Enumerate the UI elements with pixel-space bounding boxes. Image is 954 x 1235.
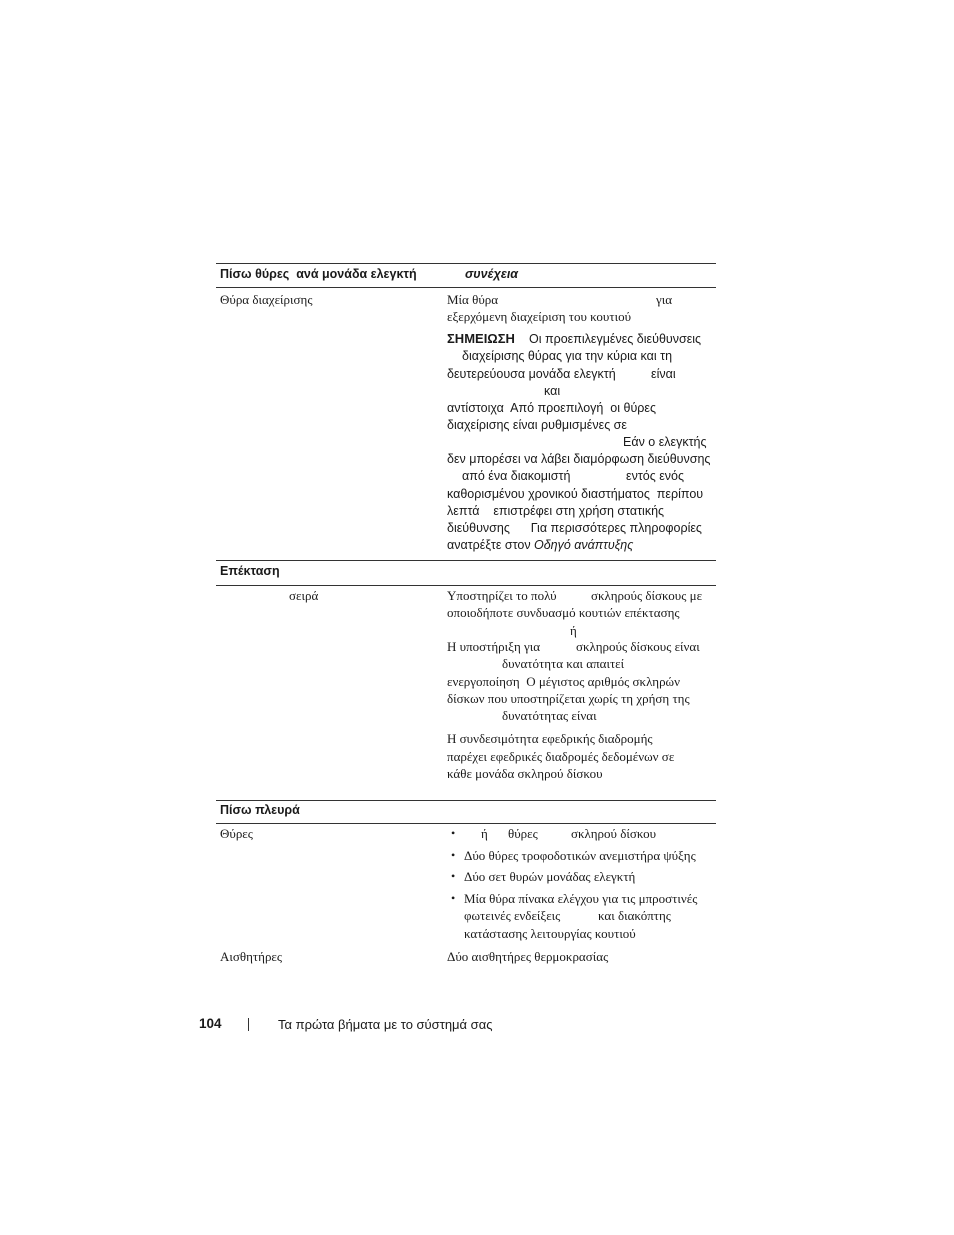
bullet-4-line2b: και διακόπτης [598,908,671,923]
bullet-dot-1: • [451,826,456,840]
expansion-p1-1a: Υποστηρίζει το πολύ [447,588,557,603]
expansion-p1-3: ή [570,623,577,638]
expansion-p1-1b: σκληρούς δίσκους με [591,588,703,603]
bullet-4-line2a: φωτεινές ενδείξεις [464,908,561,923]
back-top-rule [216,800,716,801]
expansion-top-rule [216,560,716,561]
bullet-4-line3: κατάστασης λειτουργίας κουτιού [464,926,636,941]
bullet-4-line1: Μία θύρα πίνακα ελέγχου για τις μπροστινές [464,891,698,906]
footer-separator [248,1018,249,1031]
bullet-3: Δύο σετ θυρών μονάδας ελεγκτή [464,869,636,884]
bullet-dot-3: • [451,869,456,883]
page-number: 104 [199,1016,222,1031]
note-line-11: λεπτά επιστρέφει στη χρήση στατικής [447,504,665,518]
note-line-2: διαχείρισης θύρας για την κύρια και τη [462,349,673,363]
note-line-9b: εντός ενός [626,469,685,483]
note-title: ΣΗΜΕΙΩΣΗ [447,331,515,346]
back-section-title: Πίσω πλευρά [220,803,300,817]
ports-label: Θύρες [220,826,253,841]
expansion-p3-3: κάθε μονάδα σκληρού δίσκου [447,766,603,781]
sensors-label: Αισθητήρες [220,949,283,964]
note-line-3b: είναι [651,367,676,381]
mgmt-port-desc-1a: Μία θύρα [447,292,499,307]
bullet-dot-4: • [451,891,456,905]
table-header-continued: συνέχεια [465,267,519,281]
note-line-5: αντίστοιχα Από προεπιλογή οι θύρες [447,401,657,415]
note-line-4: και [544,384,561,398]
expansion-header-rule [216,585,716,586]
note-line-6: διαχείρισης είναι ρυθμισμένες σε [447,418,627,432]
note-line-12: διεύθυνσης Για περισσότερες πληροφορίες [447,521,702,535]
note-line-10: καθορισμένου χρονικού διαστήματος περίπου [447,487,704,501]
table-top-rule [216,263,716,264]
expansion-p2-2: δυνατότητα και απαιτεί [502,656,625,671]
bullet-dot-2: • [451,848,456,862]
deployment-guide-ref: Οδηγό ανάπτυξης [534,538,634,552]
note-line-13a: ανατρέξτε στον [447,538,535,552]
bullet-1b: θύρες [508,826,538,841]
note-line-9a: από ένα διακομιστή [462,469,571,483]
bullet-1c: σκληρού δίσκου [571,826,657,841]
note-line-1: Οι προεπιλεγμένες διεύθυνσεις [529,332,702,346]
expansion-p2-1b: σκληρούς δίσκους είναι [576,639,700,654]
note-line-8: δεν μπορέσει να λάβει διαμόρφωση διεύθυνσης [447,452,711,466]
expansion-p3-1: Η συνδεσιμότητα εφεδρικής διαδρομής [447,731,653,746]
bullet-2: Δύο θύρες τροφοδοτικών ανεμιστήρα ψύξης [464,848,696,863]
note-line-7: Εάν ο ελεγκτής [623,435,707,449]
footer-title: Τα πρώτα βήματα με το σύστημά σας [278,1017,493,1032]
back-header-rule [216,823,716,824]
expansion-section-title: Επέκταση [220,564,280,578]
mgmt-port-desc-2: εξερχόμενη διαχείριση του κουτιού [447,309,632,324]
mgmt-port-desc-1b: για [656,292,673,307]
table-header-title: Πίσω θύρες ανά μονάδα ελεγκτή [220,267,417,281]
sensors-value: Δύο αισθητήρες θερμοκρασίας [447,949,609,964]
mgmt-port-label: Θύρα διαχείρισης [220,292,313,307]
expansion-p2-1a: Η υποστήριξη για [447,639,541,654]
expansion-series-label: σειρά [289,588,319,603]
expansion-p1-2: οποιοδήποτε συνδυασμό κουτιών επέκτασης [447,605,680,620]
table-header-rule [216,287,716,288]
expansion-p2-4: δίσκων που υποστηρίζεται χωρίς τη χρήση της [447,691,690,706]
note-line-3a: δευτερεύουσα μονάδα ελεγκτή [447,367,616,381]
expansion-p3-2: παρέχει εφεδρικές διαδρομές δεδομένων σε [447,749,675,764]
expansion-p2-3: ενεργοποίηση Ο μέγιστος αριθμός σκληρών [447,674,680,689]
bullet-1a: ή [481,826,488,841]
expansion-p2-5: δυνατότητας είναι [502,708,597,723]
